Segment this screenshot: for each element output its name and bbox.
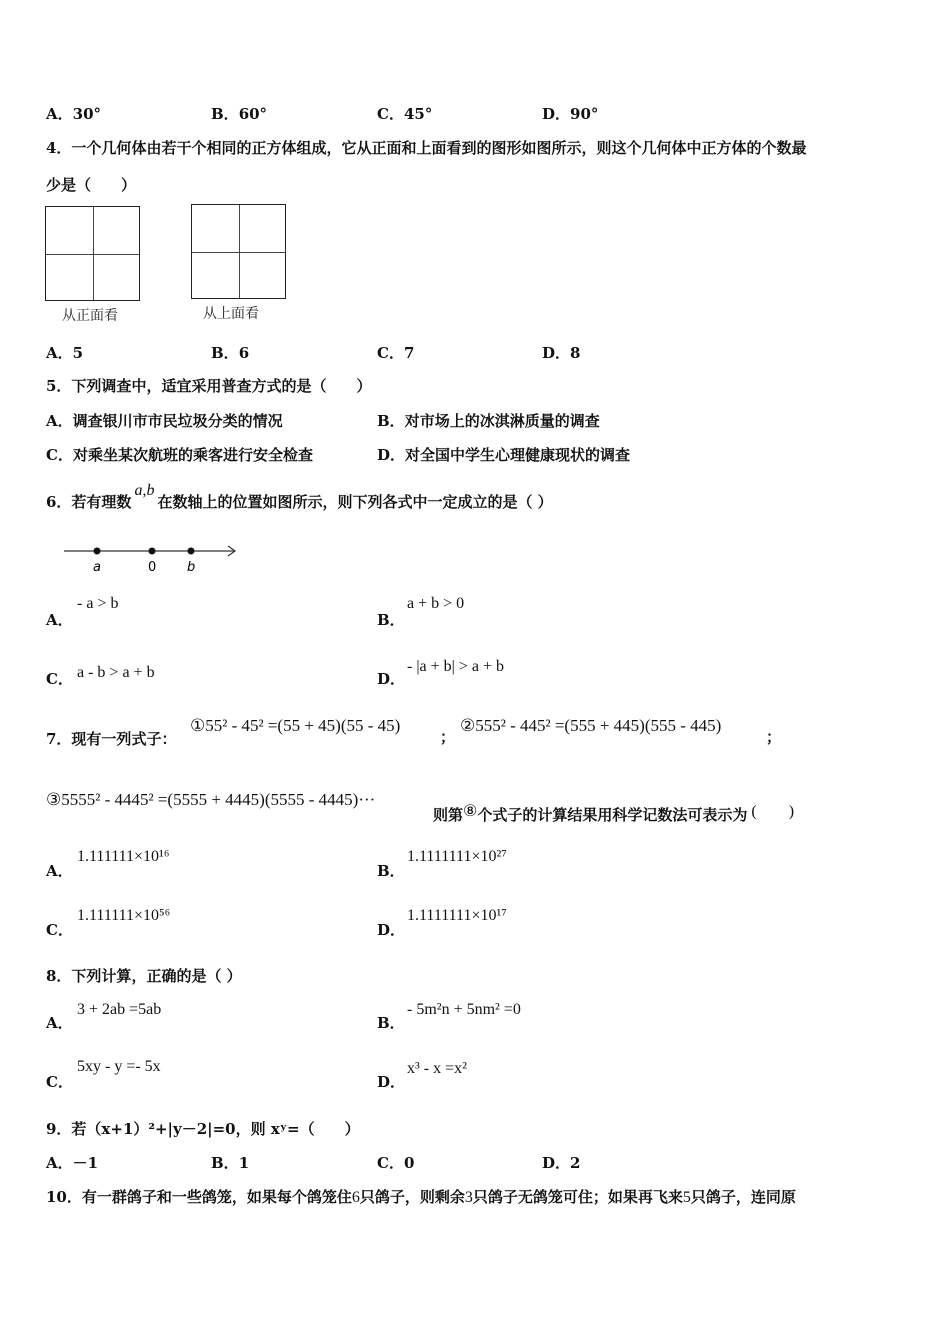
q3-option-d: D．90°	[542, 105, 599, 123]
q7-option-b-expr: 1.1111111×10²⁷	[407, 848, 507, 865]
q8-option-a-letter: A．	[46, 1014, 73, 1032]
q6-option-c-letter: C．	[46, 670, 73, 688]
q3-option-b: B．60°	[211, 105, 268, 123]
q6-option-d-letter: D．	[377, 670, 406, 688]
q9-option-b: B．1	[211, 1154, 250, 1172]
q4-option-c: C．7	[377, 344, 415, 362]
q6-option-b-letter: B．	[377, 611, 405, 629]
q6-option-d-expr: - |a + b| > a + b	[407, 658, 505, 675]
q3-option-c: C．45°	[377, 105, 433, 123]
q6-option-b-expr: a + b > 0	[407, 595, 465, 612]
q5-option-a: A．调查银川市市民垃圾分类的情况	[46, 412, 283, 430]
axis-label-zero: 0	[148, 560, 157, 575]
q3-option-a: A．30°	[46, 105, 102, 123]
q5-option-d: D．对全国中学生心理健康现状的调查	[377, 446, 631, 464]
q4-option-a: A．5	[46, 344, 84, 362]
q8-option-c-expr: 5xy - y =- 5x	[77, 1058, 161, 1075]
q8-option-c-letter: C．	[46, 1073, 73, 1091]
q7-option-a-letter: A．	[46, 862, 73, 880]
q5-option-b: B．对市场上的冰淇淋质量的调查	[377, 412, 600, 430]
q6-option-a-letter: A．	[46, 611, 73, 629]
front-view-figure	[45, 206, 140, 301]
q7-separator-2: ；	[766, 728, 782, 746]
q7-expression-3: ③5555² - 4445² =(5555 + 4445)(5555 - 4445)···	[46, 790, 376, 809]
q8-option-a-expr: 3 + 2ab =5ab	[77, 1001, 162, 1018]
q5-stem: 5．下列调查中，适宜采用普查方式的是（ ）	[46, 377, 372, 395]
q6-option-c-expr: a - b > a + b	[77, 664, 155, 681]
q7-separator-1: ；	[440, 728, 456, 746]
q6-option-a-expr: - a > b	[77, 595, 119, 612]
q9-stem: 9．若（x+1）²+|y－2|=0，则 xʸ=（ ）	[46, 1120, 360, 1138]
q8-stem: 8．下列计算，正确的是（ ）	[46, 967, 242, 985]
q8-option-d-letter: D．	[377, 1073, 406, 1091]
q7-expression-1: ①55² - 45² =(55 + 45)(55 - 45)	[190, 716, 401, 735]
q5-option-c: C．对乘坐某次航班的乘客进行安全检查	[46, 446, 313, 464]
q7-option-c-letter: C．	[46, 921, 73, 939]
front-view-label: 从正面看	[62, 308, 118, 324]
q8-option-d-expr: x³ - x =x²	[407, 1060, 467, 1077]
top-view-label: 从上面看	[203, 306, 259, 322]
q8-option-b-expr: - 5m²n + 5nm² =0	[407, 1001, 521, 1018]
q7-stem: 7．现有一列式子：	[46, 730, 177, 748]
q6-stem-variables: a,b	[134, 482, 155, 499]
q7-option-a-expr: 1.111111×10¹⁶	[77, 848, 170, 865]
axis-label-b: b	[187, 560, 196, 575]
point-b	[188, 548, 195, 555]
q7-expression-2: ②555² - 445² =(555 + 445)(555 - 445)	[460, 716, 722, 735]
number-line-figure	[60, 540, 245, 580]
q7-option-d-expr: 1.1111111×10¹⁷	[407, 907, 507, 924]
q7-option-d-letter: D．	[377, 921, 406, 939]
q8-option-b-letter: B．	[377, 1014, 405, 1032]
q4-stem-line2: 少是（ ）	[46, 176, 137, 194]
q7-tail: 则第⑧个式子的计算结果用科学记数法可表示为 ( )	[433, 803, 795, 824]
q4-option-d: D．8	[542, 344, 581, 362]
axis-label-a: a	[93, 560, 101, 575]
q7-option-b-letter: B．	[377, 862, 405, 880]
q10-stem: 10．有一群鸽子和一些鸽笼，如果每个鸽笼住6只鸽子，则剩余3只鸽子无鸽笼可住；如果再飞来5只鸽子，连同原	[46, 1188, 796, 1206]
q9-option-c: C．0	[377, 1154, 415, 1172]
q4-option-b: B．6	[211, 344, 250, 362]
q7-option-c-expr: 1.111111×10⁵⁶	[77, 907, 171, 924]
point-zero	[149, 548, 156, 555]
top-view-figure	[191, 204, 286, 299]
q6-stem: 6．若有理数a,b在数轴上的位置如图所示，则下列各式中一定成立的是（ ）	[46, 482, 553, 511]
q9-option-a: A．－1	[46, 1154, 99, 1172]
point-a	[94, 548, 101, 555]
q9-option-d: D．2	[542, 1154, 581, 1172]
q4-stem-line1: 4．一个几何体由若干个相同的正方体组成，它从正面和上面看到的图形如图所示，则这个几何体中正方体的个数最	[46, 139, 807, 157]
